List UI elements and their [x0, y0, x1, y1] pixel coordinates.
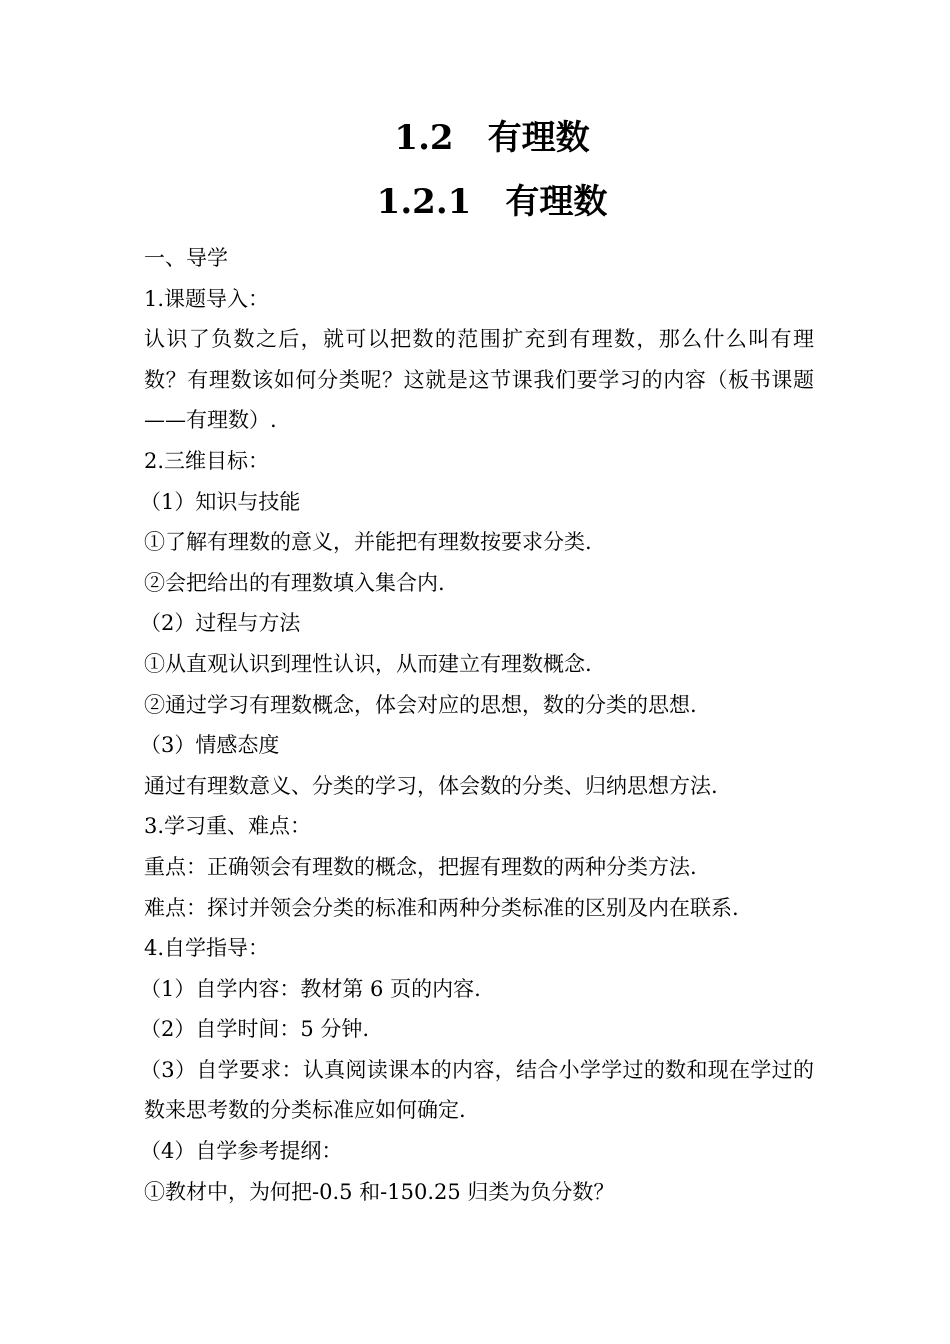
document-body	[140, 238, 814, 1212]
list-item: ①从直观认识到理性认识，从而建立有理数概念.	[144, 651, 592, 676]
list-item: ①了解有理数的意义，并能把有理数按要求分类.	[144, 530, 592, 555]
list-item: （1）自学内容：教材第 6 页的内容.	[140, 976, 481, 1001]
heading-keypoints: 3.学习重、难点：	[144, 814, 312, 839]
list-item: （4）自学参考提纲：	[140, 1139, 343, 1164]
subheading-knowledge: （1）知识与技能	[140, 489, 301, 514]
subsection-title: 1.2.1 有理数	[376, 182, 608, 222]
heading-intro: 1.课题导入：	[144, 286, 270, 311]
paragraph-intro: 认识了负数之后，就可以把数的范围扩充到有理数，那么什么叫有理数？有理数该如何分类呢？这就是这节课我们要学习的内容（板书课题——有理数）.	[144, 327, 814, 433]
paragraph-keypoint: 重点：正确领会有理数的概念，把握有理数的两种分类方法.	[144, 854, 697, 879]
heading-guide: 一、导学	[144, 246, 228, 270]
subheading-attitude: （3）情感态度	[140, 733, 280, 758]
heading-goals: 2.三维目标：	[144, 448, 270, 473]
paragraph-attitude: 通过有理数意义、分类的学习，体会数的分类、归纳思想方法.	[144, 773, 718, 798]
list-item: （3）自学要求：认真阅读课本的内容，结合小学学过的数和现在学过的数来思考数的分类标准应如何确定.	[140, 1057, 814, 1123]
subheading-process: （2）过程与方法	[140, 611, 301, 636]
list-item: ②通过学习有理数概念，体会对应的思想，数的分类的思想.	[144, 692, 697, 717]
list-item: （2）自学时间：5 分钟.	[140, 1017, 370, 1042]
heading-selfstudy: 4.自学指导：	[144, 936, 270, 961]
list-item: ①教材中，为何把-0.5 和-150.25 归类为负分数？	[144, 1179, 615, 1204]
list-item: ②会把给出的有理数填入集合内.	[144, 570, 445, 595]
section-title: 1.2 有理数	[394, 118, 590, 158]
paragraph-difficulty: 难点：探讨并领会分类的标准和两种分类标准的区别及内在联系.	[144, 895, 739, 920]
